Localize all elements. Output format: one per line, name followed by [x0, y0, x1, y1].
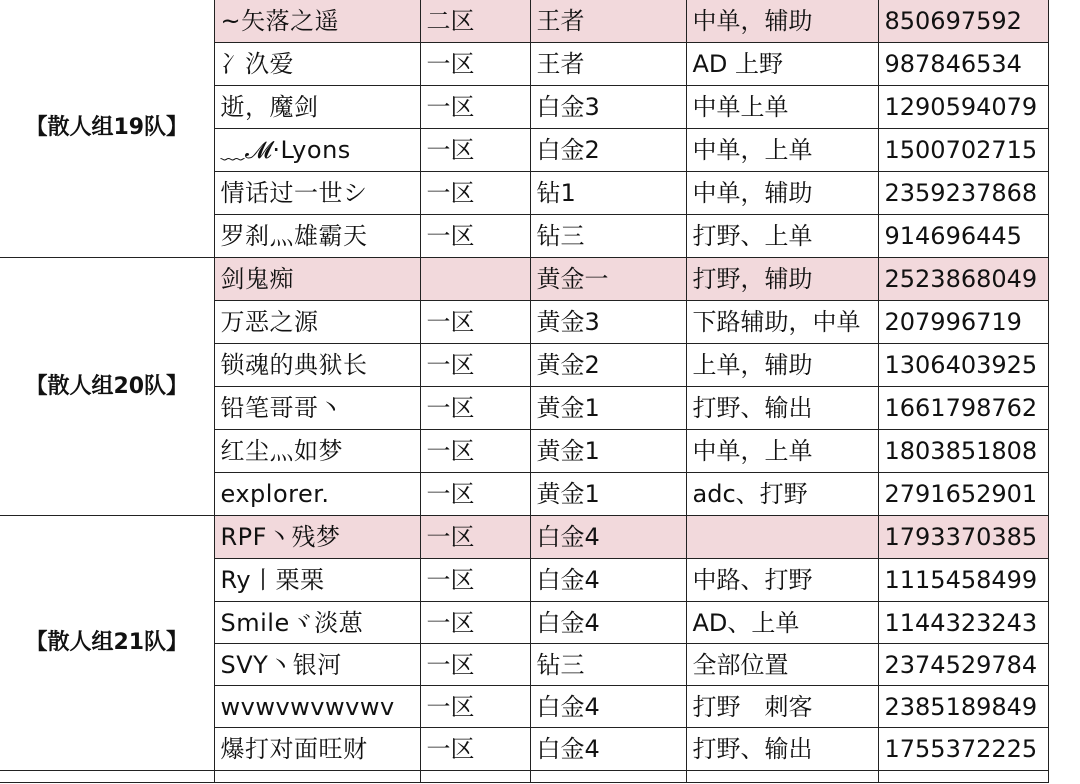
player-name-cell: 铅笔哥哥丶: [214, 387, 420, 430]
player-name-cell: Ry丨栗栗: [214, 559, 420, 602]
server-cell: 一区: [420, 215, 530, 258]
rank-cell: 白金2: [530, 129, 686, 172]
rank-cell: 黄金1: [530, 473, 686, 516]
role-cell: 中路、打野: [686, 559, 878, 602]
qq-number-cell: 1661798762: [878, 387, 1048, 430]
qq-number-cell: 1144323243: [878, 602, 1048, 644]
role-cell: 中单上单: [686, 86, 878, 129]
role-cell: 全部位置: [686, 644, 878, 686]
role-cell: [686, 516, 878, 559]
player-name-cell: 罗刹灬雄霸天: [214, 215, 420, 258]
qq-number-cell: 1290594079: [878, 86, 1048, 129]
rank-cell: 钻三: [530, 215, 686, 258]
role-cell: 打野、上单: [686, 215, 878, 258]
qq-number-cell: 2791652901: [878, 473, 1048, 516]
player-name-cell: 万恶之源: [214, 301, 420, 344]
server-cell: [420, 258, 530, 301]
table-row: [0, 516, 1048, 559]
qq-number-cell: 2385189849: [878, 686, 1048, 728]
rank-cell: 钻1: [530, 172, 686, 215]
server-cell: 一区: [420, 473, 530, 516]
rank-cell: 白金4: [530, 728, 686, 771]
player-name-cell: 爆打对面旺财: [214, 728, 420, 771]
role-cell: 打野，辅助: [686, 258, 878, 301]
qq-number-cell: 207996719: [878, 301, 1048, 344]
player-name-cell: 剑鬼痴: [214, 258, 420, 301]
player-name-cell: 冫汣爱: [214, 43, 420, 86]
empty-cell: [878, 771, 1048, 783]
empty-cell: [0, 771, 214, 783]
rank-cell: 黄金1: [530, 387, 686, 430]
table-row-partial: [0, 771, 1048, 783]
team-name-cell: 【散人组21队】: [0, 516, 214, 771]
server-cell: 一区: [420, 43, 530, 86]
player-name-cell: ﹏𝓜·Lyons: [214, 129, 420, 172]
role-cell: 中单，辅助: [686, 0, 878, 43]
table-row: [0, 0, 1048, 43]
qq-number-cell: 1803851808: [878, 430, 1048, 473]
role-cell: 上单，辅助: [686, 344, 878, 387]
qq-number-cell: 1793370385: [878, 516, 1048, 559]
server-cell: 一区: [420, 172, 530, 215]
rank-cell: 黄金一: [530, 258, 686, 301]
qq-number-cell: 1500702715: [878, 129, 1048, 172]
rank-cell: 钻三: [530, 644, 686, 686]
team-name-cell: 【散人组19队】: [0, 0, 214, 258]
rank-cell: 白金4: [530, 602, 686, 644]
server-cell: 一区: [420, 728, 530, 771]
server-cell: 一区: [420, 686, 530, 728]
role-cell: 中单，辅助: [686, 172, 878, 215]
player-name-cell: SVY丶银河: [214, 644, 420, 686]
server-cell: 一区: [420, 344, 530, 387]
server-cell: 二区: [420, 0, 530, 43]
server-cell: 一区: [420, 86, 530, 129]
qq-number-cell: 1115458499: [878, 559, 1048, 602]
rank-cell: 王者: [530, 43, 686, 86]
rank-cell: 白金4: [530, 686, 686, 728]
role-cell: 中单，上单: [686, 430, 878, 473]
role-cell: 下路辅助，中单: [686, 301, 878, 344]
table-row: [0, 258, 1048, 301]
qq-number-cell: 2374529784: [878, 644, 1048, 686]
server-cell: 一区: [420, 129, 530, 172]
empty-cell: [214, 771, 420, 783]
server-cell: 一区: [420, 387, 530, 430]
qq-number-cell: 914696445: [878, 215, 1048, 258]
server-cell: 一区: [420, 602, 530, 644]
rank-cell: 白金4: [530, 559, 686, 602]
qq-number-cell: 1306403925: [878, 344, 1048, 387]
player-name-cell: RPF丶残梦: [214, 516, 420, 559]
qq-number-cell: 850697592: [878, 0, 1048, 43]
player-name-cell: wvwvwvwvwv: [214, 686, 420, 728]
empty-cell: [420, 771, 530, 783]
player-name-cell: 情话过一世シ: [214, 172, 420, 215]
server-cell: 一区: [420, 644, 530, 686]
server-cell: 一区: [420, 301, 530, 344]
qq-number-cell: 2523868049: [878, 258, 1048, 301]
server-cell: 一区: [420, 516, 530, 559]
player-name-cell: 红尘灬如梦: [214, 430, 420, 473]
role-cell: 打野、输出: [686, 728, 878, 771]
rank-cell: 白金4: [530, 516, 686, 559]
player-name-cell: 锁魂的典狱长: [214, 344, 420, 387]
role-cell: 打野 刺客: [686, 686, 878, 728]
team-name-cell: 【散人组20队】: [0, 258, 214, 516]
rank-cell: 黄金1: [530, 430, 686, 473]
player-name-cell: 逝，魔剑: [214, 86, 420, 129]
player-name-cell: ~矢落之遥: [214, 0, 420, 43]
role-cell: 打野、输出: [686, 387, 878, 430]
server-cell: 一区: [420, 430, 530, 473]
role-cell: 中单，上单: [686, 129, 878, 172]
server-cell: 一区: [420, 559, 530, 602]
player-name-cell: Smileヾ淡葸: [214, 602, 420, 644]
rank-cell: 黄金3: [530, 301, 686, 344]
rank-cell: 白金3: [530, 86, 686, 129]
role-cell: AD 上野: [686, 43, 878, 86]
player-name-cell: explorer.: [214, 473, 420, 516]
qq-number-cell: 1755372225: [878, 728, 1048, 771]
rank-cell: 黄金2: [530, 344, 686, 387]
qq-number-cell: 2359237868: [878, 172, 1048, 215]
rank-cell: 王者: [530, 0, 686, 43]
role-cell: AD、上单: [686, 602, 878, 644]
empty-cell: [686, 771, 878, 783]
role-cell: adc、打野: [686, 473, 878, 516]
empty-cell: [530, 771, 686, 783]
qq-number-cell: 987846534: [878, 43, 1048, 86]
